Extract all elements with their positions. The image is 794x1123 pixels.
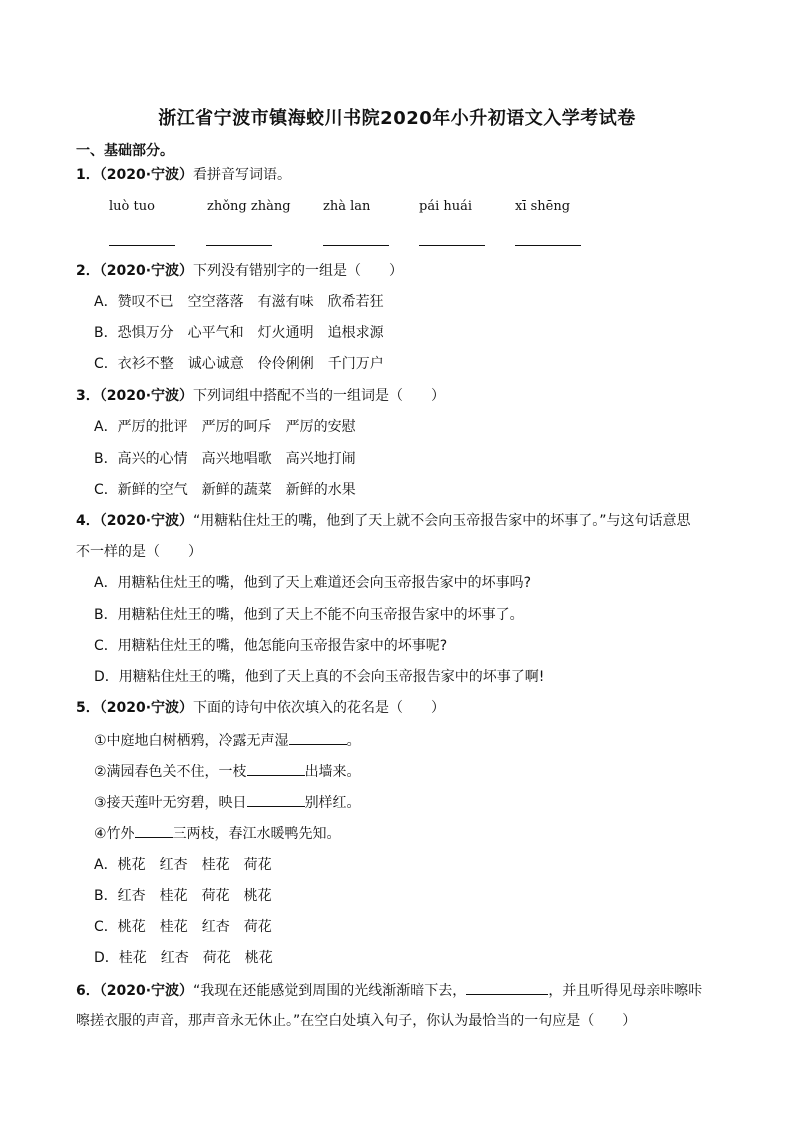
- option-c[interactable]: [94, 480, 370, 500]
- option-a[interactable]: [94, 573, 531, 593]
- poem-text: 三两枝，春江水暖鸭先知。: [172, 826, 341, 842]
- answer-blank[interactable]: [109, 245, 175, 246]
- option-item: 欣希若狂: [327, 294, 384, 310]
- option-item: 桃花: [243, 888, 272, 904]
- option-item: 桂花: [159, 919, 188, 935]
- poem-text: 。: [346, 733, 361, 749]
- option-item: 严厉的呵斥: [201, 419, 272, 435]
- option-label: C．: [94, 638, 118, 654]
- question-number: 6．: [76, 983, 100, 999]
- poem-line-3: [94, 792, 361, 813]
- pinyin-2: zhǒng zhàng: [207, 199, 291, 214]
- question-text: 看拼音写词语。: [193, 167, 292, 183]
- option-label: C．: [94, 919, 118, 935]
- question-source: （2020·宁波）: [99, 263, 194, 279]
- option-c[interactable]: [94, 354, 398, 374]
- option-item: 桃花: [117, 919, 146, 935]
- option-item: 桂花: [201, 857, 230, 873]
- pinyin-3: zhà lan: [323, 199, 371, 214]
- option-item: 新鲜的蔬菜: [201, 482, 272, 498]
- poem-line-2: [94, 761, 361, 782]
- option-text: 用糖粘住灶王的嘴，他怎能向玉帝报告家中的坏事呢?: [117, 638, 448, 654]
- question-number: 1．: [76, 167, 100, 183]
- answer-blank[interactable]: [323, 245, 389, 246]
- question-4-continued: 不一样的是（ ）: [76, 544, 202, 560]
- option-item: 伶伶俐俐: [257, 356, 314, 372]
- option-item: 荷花: [202, 950, 231, 966]
- option-item: 红杏: [117, 888, 146, 904]
- question-number: 4．: [76, 513, 100, 529]
- option-label: D．: [94, 950, 119, 966]
- option-label: A．: [94, 294, 118, 310]
- option-label: B．: [94, 888, 118, 904]
- pinyin-5: xī shēng: [515, 199, 571, 214]
- section-heading: 一、基础部分。: [76, 143, 174, 159]
- poem-text: 出墙来。: [304, 764, 361, 780]
- question-text: “用糖粘住灶王的嘴，他到了天上就不会向玉帝报告家中的坏事了。”与这句话意思: [193, 513, 691, 529]
- question-number: 3．: [76, 388, 100, 404]
- question-text: 下面的诗句中依次填入的花名是（ ）: [193, 700, 446, 716]
- fill-blank[interactable]: [247, 761, 305, 776]
- option-item: 红杏: [160, 950, 189, 966]
- question-5: [76, 698, 445, 718]
- option-label: A．: [94, 857, 118, 873]
- option-item: 赞叹不已: [117, 294, 174, 310]
- option-b[interactable]: [94, 605, 524, 625]
- answer-blank[interactable]: [515, 245, 581, 246]
- question-6: [76, 980, 702, 1001]
- fill-blank[interactable]: [289, 730, 347, 745]
- option-item: 桃花: [244, 950, 273, 966]
- poem-line-1: [94, 730, 361, 751]
- fill-blank[interactable]: [466, 980, 548, 995]
- option-item: 追根求源: [327, 325, 384, 341]
- option-item: 空空落落: [187, 294, 244, 310]
- pinyin-4: pái huái: [419, 199, 473, 214]
- question-source: （2020·宁波）: [99, 983, 194, 999]
- question-4: [76, 511, 691, 531]
- option-text: 用糖粘住灶王的嘴，他到了天上真的不会向玉帝报告家中的坏事了啊!: [118, 669, 545, 685]
- poem-text: 别样红。: [304, 795, 361, 811]
- option-text: 用糖粘住灶王的嘴，他到了天上不能不向玉帝报告家中的坏事了。: [117, 607, 524, 623]
- option-label: B．: [94, 325, 118, 341]
- poem-text: ①中庭地白树栖鸦，冷露无声湿: [94, 733, 289, 749]
- option-item: 高兴地唱歌: [201, 451, 272, 467]
- option-label: D．: [94, 669, 119, 685]
- option-item: 新鲜的水果: [285, 482, 356, 498]
- option-b[interactable]: [94, 886, 286, 906]
- question-text: 下列没有错别字的一组是（ ）: [193, 263, 404, 279]
- option-a[interactable]: [94, 855, 286, 875]
- question-6-continued: 嚓搓衣服的声音，那声音永无休止。”在空白处填入句子，你认为最恰当的一句应是（ ）: [76, 1013, 637, 1029]
- option-item: 新鲜的空气: [117, 482, 188, 498]
- option-item: 有滋有味: [257, 294, 314, 310]
- option-label: B．: [94, 607, 118, 623]
- option-item: 红杏: [159, 857, 188, 873]
- option-label: C．: [94, 356, 118, 372]
- option-item: 严厉的批评: [117, 419, 188, 435]
- option-label: A．: [94, 575, 118, 591]
- option-a[interactable]: [94, 292, 398, 312]
- question-text: 下列词组中搭配不当的一组词是（ ）: [193, 388, 446, 404]
- option-item: 心平气和: [187, 325, 244, 341]
- option-a[interactable]: [94, 417, 370, 437]
- question-3: [76, 386, 445, 406]
- option-item: 高兴的心情: [117, 451, 188, 467]
- option-item: 高兴地打闹: [285, 451, 356, 467]
- answer-blank[interactable]: [206, 245, 272, 246]
- question-text: “我现在还能感觉到周围的光线渐渐暗下去，: [193, 983, 467, 999]
- poem-text: ②满园春色关不住，一枝: [94, 764, 247, 780]
- option-item: 荷花: [243, 919, 272, 935]
- question-source: （2020·宁波）: [99, 513, 194, 529]
- question-2: [76, 261, 403, 281]
- option-label: B．: [94, 451, 118, 467]
- pinyin-1: luò tuo: [109, 199, 155, 214]
- option-d[interactable]: [94, 948, 287, 968]
- fill-blank[interactable]: [247, 792, 305, 807]
- option-label: C．: [94, 482, 118, 498]
- page-title: 浙江省宁波市镇海蛟川书院2020年小升初语文入学考试卷: [158, 108, 636, 129]
- option-b[interactable]: [94, 449, 370, 469]
- question-source: （2020·宁波）: [99, 700, 194, 716]
- option-label: A．: [94, 419, 118, 435]
- question-number: 5．: [76, 700, 100, 716]
- poem-text: ④竹外: [94, 826, 135, 842]
- option-item: 千门万户: [327, 356, 384, 372]
- option-item: 桂花: [118, 950, 147, 966]
- option-b[interactable]: [94, 323, 398, 343]
- question-source: （2020·宁波）: [99, 388, 194, 404]
- poem-line-4: [94, 823, 341, 844]
- option-item: 荷花: [243, 857, 272, 873]
- option-item: 荷花: [201, 888, 230, 904]
- option-d[interactable]: [94, 667, 544, 687]
- answer-blank[interactable]: [419, 245, 485, 246]
- fill-blank[interactable]: [135, 823, 173, 838]
- option-text: 用糖粘住灶王的嘴，他到了天上难道还会向玉帝报告家中的坏事吗?: [117, 575, 532, 591]
- option-item: 桂花: [159, 888, 188, 904]
- option-c[interactable]: [94, 636, 447, 656]
- question-text: ，并且听得见母亲咔嚓咔: [548, 983, 703, 999]
- option-item: 诚心诚意: [187, 356, 244, 372]
- question-source: （2020·宁波）: [99, 167, 194, 183]
- option-item: 灯火通明: [257, 325, 314, 341]
- option-item: 恐惧万分: [117, 325, 174, 341]
- poem-text: ③接天莲叶无穷碧，映日: [94, 795, 247, 811]
- option-item: 桃花: [117, 857, 146, 873]
- option-item: 红杏: [201, 919, 230, 935]
- option-c[interactable]: [94, 917, 286, 937]
- question-number: 2．: [76, 263, 100, 279]
- option-item: 衣衫不整: [117, 356, 174, 372]
- question-1: [76, 165, 291, 185]
- option-item: 严厉的安慰: [285, 419, 356, 435]
